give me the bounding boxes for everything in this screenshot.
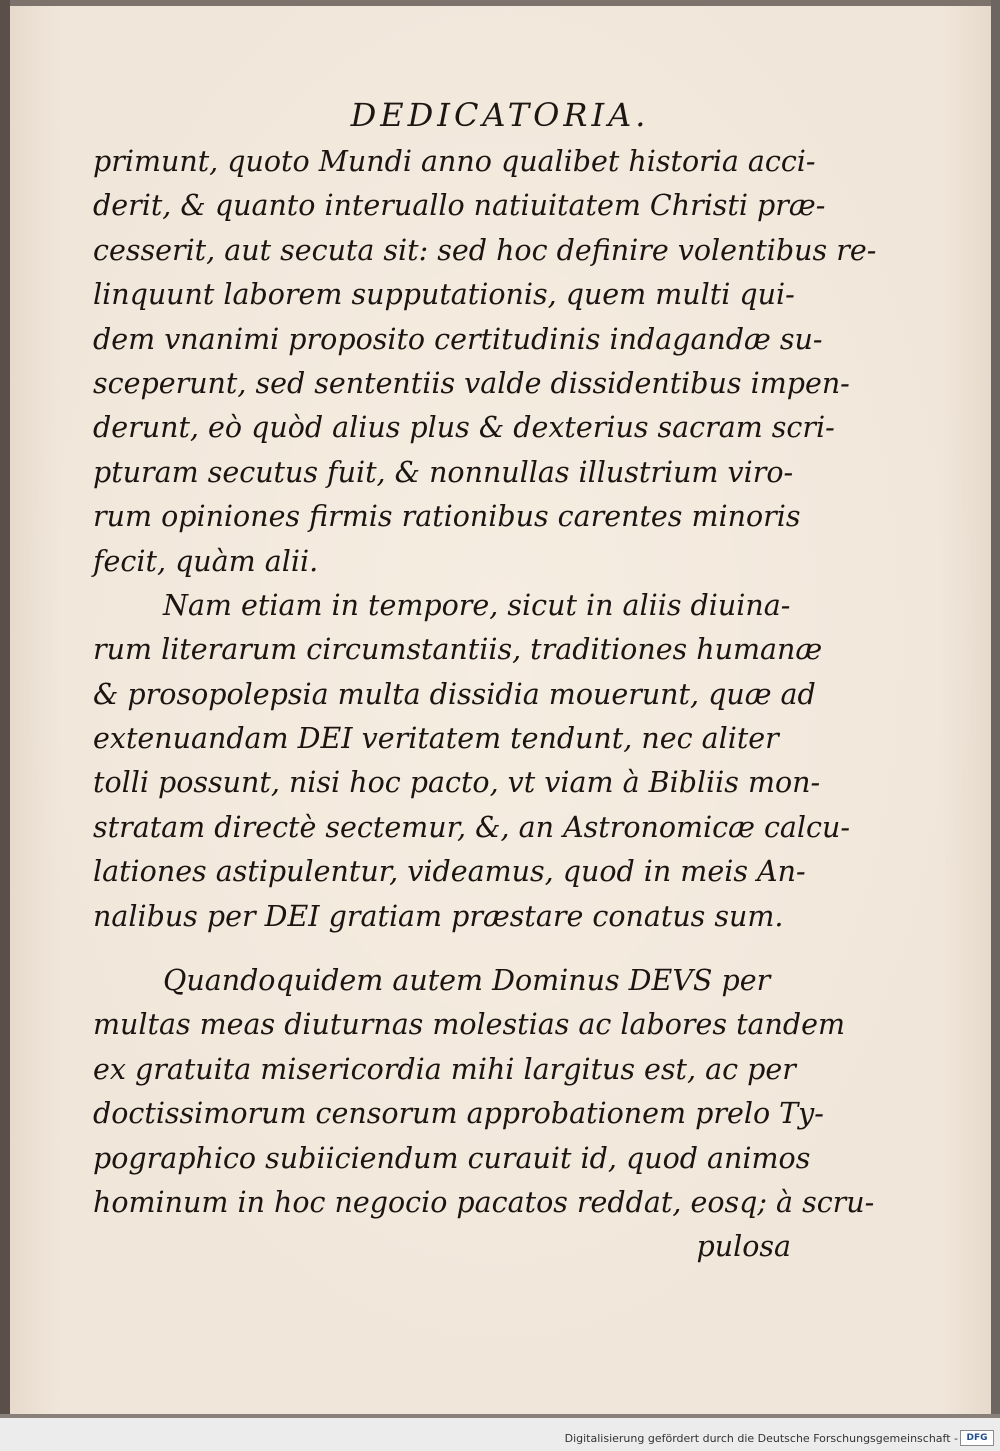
paragraph-start-line: Nam etiam in tempore, sicut in aliis diuina- [163,588,791,622]
text-line: tolli possunt, nisi hoc pacto, vt viam à Bibliis mon- [93,766,821,800]
text-line: cesserit, aut secuta sit: sed hoc definire volentibus re- [93,233,877,267]
dfg-logo-icon: DFG [960,1430,994,1446]
funding-notice: Digitalisierung gefördert durch die Deutsche Forschungsgemeinschaft - [564,1432,958,1445]
text-line: sceperunt, sed sententiis valde dissidentibus impen- [93,366,850,400]
paragraph-start-line: Quandoquidem autem Dominus DEVS per [163,964,771,998]
text-line: extenuandam DEI veritatem tendunt, nec aliter [93,722,779,756]
text-line: & prosopolepsia multa dissidia mouerunt, quæ ad [93,677,816,711]
text-line: multas meas diuturnas molestias ac labores tandem [93,1008,846,1042]
text-line: rum opiniones firmis rationibus carentes minoris [93,500,801,534]
scan-edge-left [0,0,10,1418]
text-line: lationes astipulentur, videamus, quod in meis An- [93,855,806,889]
text-line: doctissimorum censorum approbationem prelo Ty- [93,1097,824,1131]
text-line: rum literarum circumstantiis, traditiones humanæ [93,633,823,667]
text-line: primunt, quoto Mundi anno qualibet historia acci- [93,145,816,178]
scan-edge-top [0,0,1000,6]
text-line: linquunt laborem supputationis, quem multi qui- [93,278,795,312]
text-line: stratam directè sectemur, &, an Astronomicæ calcu- [93,810,850,844]
text-line: dem vnanimi proposito certitudinis indagandæ su- [93,322,823,356]
scan-edge-right [991,0,1000,1418]
text-line: pographico subiiciendum curauit id, quod animos [93,1141,811,1175]
text-line: derunt, eò quòd alius plus & dexterius sacram scri- [93,411,835,445]
text-line: derit, & quanto interuallo natiuitatem Christi præ- [93,189,826,223]
text-line: nalibus per DEI gratiam præstare conatus sum. [93,899,784,933]
text-line: ex gratuita misericordia mihi largitus est, ac per [93,1052,796,1086]
text-block [93,140,877,1270]
text-line: fecit, quàm alii. [93,544,319,578]
text-line: pturam secutus fuit, & nonnullas illustrium viro- [93,455,794,489]
text-line: hominum in hoc negocio pacatos reddat, eosq; à scru- [93,1185,875,1219]
catchword: pulosa [696,1230,791,1264]
running-head: DEDICATORIA. [350,96,650,134]
